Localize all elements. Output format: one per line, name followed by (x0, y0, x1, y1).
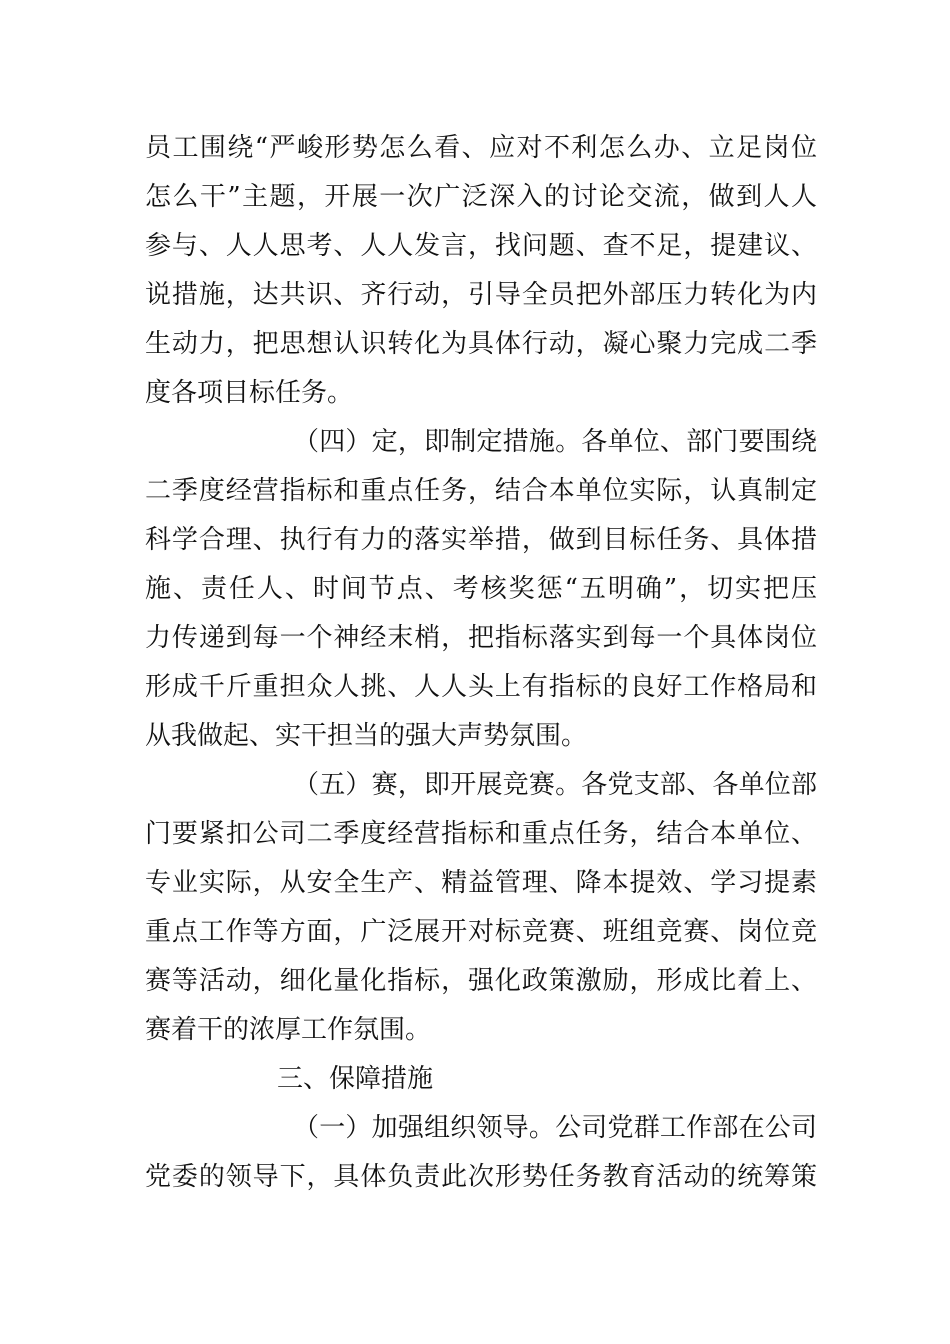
body-line: 门要紧扣公司二季度经营指标和重点任务，结合本单位、 (145, 819, 817, 849)
subsection-heading-line: （一）加强组织领导。公司党群工作部在公司 (293, 1113, 817, 1143)
body-line: 施、责任人、时间节点、考核奖惩“五明确”，切实把压 (145, 574, 817, 604)
body-line: 二季度经营指标和重点任务，结合本单位实际，认真制定 (145, 476, 817, 506)
body-line: 党委的领导下，具体负责此次形势任务教育活动的统筹策 (145, 1162, 817, 1192)
body-line: 赛着干的浓厚工作氛围。 (145, 1015, 432, 1045)
body-line: 科学合理、执行有力的落实举措，做到目标任务、具体措 (145, 525, 817, 555)
document-body (145, 124, 817, 1202)
section-heading: 三、保障措施 (277, 1064, 434, 1094)
body-line: 赛等活动，细化量化指标，强化政策激励，形成比着上、 (145, 966, 817, 996)
body-line: 员工围绕“严峻形势怎么看、应对不利怎么办、立足岗位 (145, 133, 817, 163)
body-line: 说措施，达共识、齐行动，引导全员把外部压力转化为内 (145, 280, 817, 310)
subsection-heading-line: （四）定，即制定措施。各单位、部门要围绕 (293, 427, 817, 457)
body-line: 重点工作等方面，广泛展开对标竞赛、班组竞赛、岗位竞 (145, 917, 817, 947)
body-line: 参与、人人思考、人人发言，找问题、查不足，提建议、 (145, 231, 817, 261)
body-line: 生动力，把思想认识转化为具体行动，凝心聚力完成二季 (145, 329, 817, 359)
body-line: 力传递到每一个神经末梢，把指标落实到每一个具体岗位 (145, 623, 817, 653)
body-line: 怎么干”主题，开展一次广泛深入的讨论交流，做到人人 (145, 182, 817, 212)
body-line: 形成千斤重担众人挑、人人头上有指标的良好工作格局和 (145, 672, 817, 702)
body-line: 度各项目标任务。 (145, 378, 354, 408)
body-line: 从我做起、实干担当的强大声势氛围。 (145, 721, 588, 751)
body-line: 专业实际，从安全生产、精益管理、降本提效、学习提素 (145, 868, 817, 898)
subsection-heading-line: （五）赛，即开展竞赛。各党支部、各单位部 (293, 770, 817, 800)
